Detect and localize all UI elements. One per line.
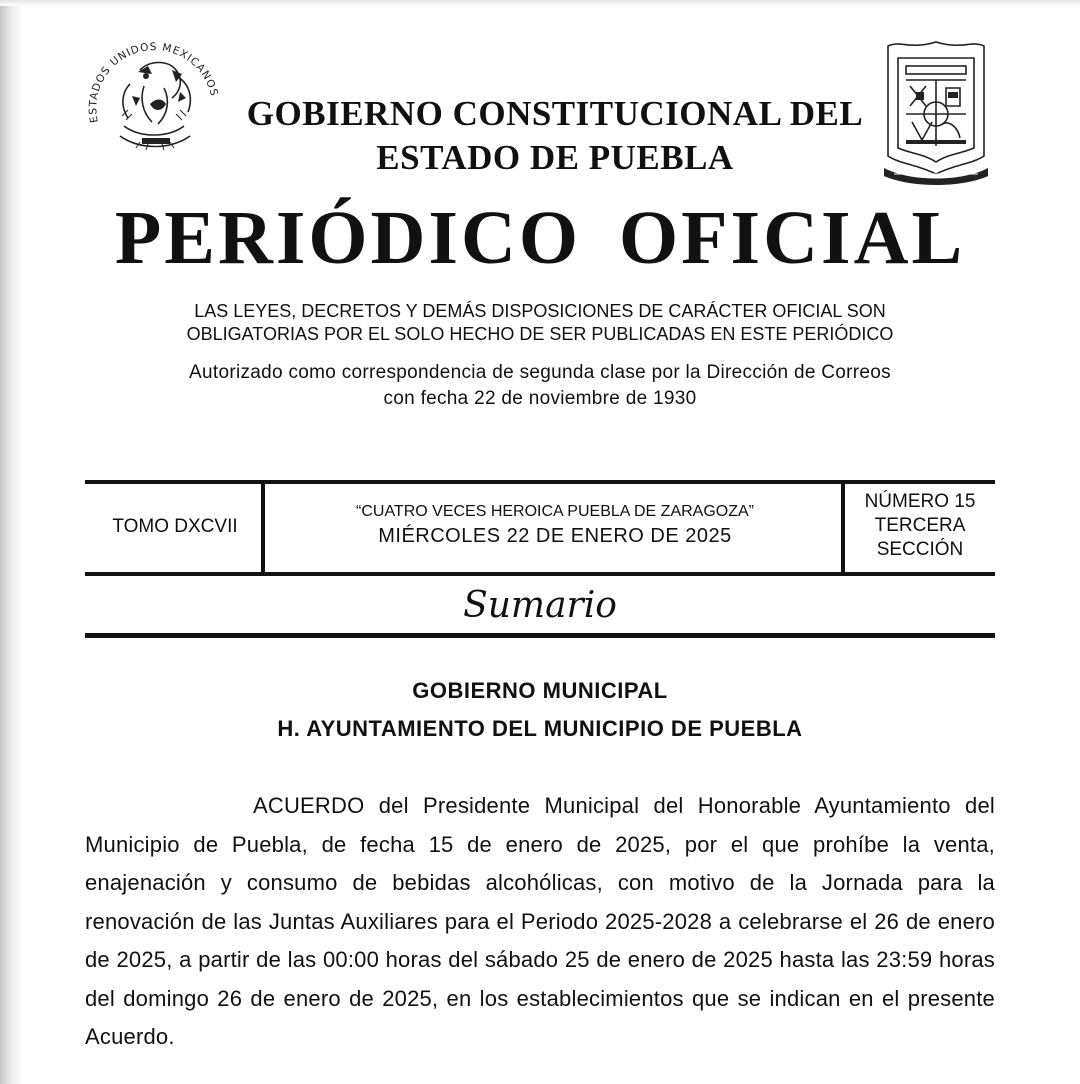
issue-box-divider-left (261, 482, 265, 576)
issue-number-line2: TERCERA (874, 515, 966, 536)
seal-ring-text: ESTADOS UNIDOS MEXICANOS (87, 41, 221, 124)
government-title-line2: ESTADO DE PUEBLA (376, 138, 734, 177)
government-title (230, 92, 880, 180)
postal-authorization-line1: Autorizado como correspondencia de segunda clase por la Dirección de Correos (189, 362, 891, 383)
legal-notice-line1: LAS LEYES, DECRETOS Y DEMÁS DISPOSICIONES DE CARÁCTER OFICIAL SON (194, 301, 886, 321)
tomo-label: TOMO DXCVII (112, 516, 238, 537)
postal-authorization-line2: con fecha 22 de noviembre de 1930 (383, 388, 697, 409)
summary-bottom-rule (85, 633, 995, 638)
legal-notice-line2: OBLIGATORIAS POR EL SOLO HECHO DE SER PUBLICADAS EN ESTE PERIÓDICO (186, 324, 894, 344)
issue-number-line1: NÚMERO 15 (864, 491, 976, 512)
legal-notice (100, 300, 980, 346)
city-motto: “CUATRO VECES HEROICA PUEBLA DE ZARAGOZA” (356, 503, 754, 520)
postal-authorization (100, 360, 980, 412)
page-edge-shadow (0, 0, 22, 1084)
issue-number-line3: SECCIÓN (876, 539, 964, 560)
summary-heading: Sumario (463, 585, 617, 626)
publication-title: PERIÓDICO OFICIAL (114, 196, 966, 280)
issue-box-bottom-rule (85, 572, 995, 576)
issue-number (848, 490, 992, 562)
page-top-shadow (0, 0, 1080, 6)
government-title-line1: GOBIERNO CONSTITUCIONAL DEL (246, 94, 864, 133)
summary-paragraph: ACUERDO del Presidente Municipal del Honorable Ayuntamiento del Municipio de Puebla, de fecha 15 de enero de 2025, por el que prohíbe la venta, enajenación y consumo de bebidas alcohólicas, con motivo de la Jornada para la renovación de las Juntas Auxiliares para el Periodo 2025-2028 a celebrarse el 26 de enero de 2025, a partir de las 00:00 horas del sábado 25 de enero de 2025 hasta las 23:59 horas del domingo 26 de enero de 2025, en los establecimientos que se indican en el presente Acuerdo. (85, 793, 995, 1049)
issue-date: MIÉRCOLES 22 DE ENERO DE 2025 (378, 525, 732, 547)
puebla-coat-of-arms-icon (880, 36, 992, 186)
section-title-line2: H. AYUNTAMIENTO DEL MUNICIPIO DE PUEBLA (277, 716, 803, 741)
svg-text:ESTADOS UNIDOS MEXICANOS (87, 41, 220, 124)
section-title-line1: GOBIERNO MUNICIPAL (412, 678, 668, 703)
mexican-coat-of-arms-icon (80, 26, 228, 174)
issue-box-top-rule (85, 480, 995, 484)
